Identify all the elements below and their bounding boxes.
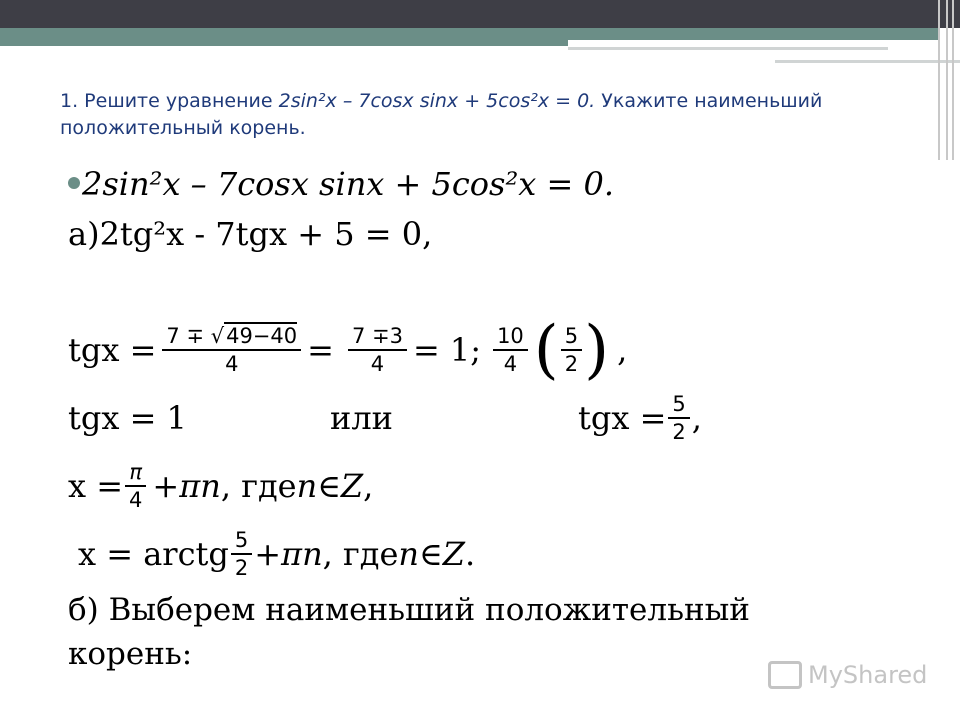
top-teal-bar xyxy=(0,28,940,40)
fraction-den: 4 xyxy=(129,488,143,512)
in-sign: ∈ xyxy=(317,467,341,505)
tg-roots-line xyxy=(68,314,627,386)
fraction-num: 5 xyxy=(234,528,249,552)
quadratic-line: а)2tg²x - 7tgx + 5 = 0, xyxy=(68,215,433,253)
period: . xyxy=(464,535,476,573)
n-var: n xyxy=(296,467,318,505)
fraction-simplified xyxy=(348,323,407,377)
top-teal-bar-lower xyxy=(0,40,568,46)
tg-five-halves xyxy=(578,384,702,452)
fraction-num: 7 ∓ xyxy=(166,324,211,348)
presentation-icon xyxy=(768,661,802,689)
fraction-five-halves xyxy=(231,527,252,581)
fraction-num: π xyxy=(129,460,143,484)
equals-sign: = xyxy=(307,331,334,369)
part-b-line1: б) Выберем наименьший положительный xyxy=(68,592,750,628)
decorative-line xyxy=(775,60,960,63)
fraction-ten-fourths xyxy=(493,323,528,377)
where-word: , где xyxy=(322,535,399,573)
problem-equation: 2sin²x – 7cosx sinx + 5cos²x = 0. xyxy=(278,90,596,112)
problem-suffix: Укажите наименьший положительный корень. xyxy=(60,90,823,139)
fraction-num: 10 xyxy=(497,324,524,348)
solution-x2 xyxy=(78,518,475,590)
comma: , xyxy=(691,399,702,437)
watermark-text: MyShared xyxy=(808,661,928,689)
or-word: или xyxy=(330,399,393,437)
edge-line xyxy=(938,0,940,160)
solution-x1 xyxy=(68,452,373,520)
tg-label: tgx = xyxy=(578,399,667,437)
equation-line: 2sin²x – 7cosx sinx + 5cos²x = 0. xyxy=(82,165,615,203)
pi-n: πn xyxy=(281,535,323,573)
fraction-pi-fourths xyxy=(125,459,146,513)
fraction-den: 4 xyxy=(225,352,239,376)
close-paren: ) xyxy=(584,313,610,387)
tg-one: tgx = 1 xyxy=(68,399,187,437)
open-paren: ( xyxy=(533,313,559,387)
fraction-den: 4 xyxy=(503,352,518,376)
n-var: n xyxy=(398,535,420,573)
tg-label: tgx = xyxy=(68,331,157,369)
z-set: Z xyxy=(340,467,364,505)
watermark-logo xyxy=(768,658,927,692)
problem-prefix: 1. Решите уравнение xyxy=(60,90,279,112)
plus: + xyxy=(254,535,282,573)
edge-line xyxy=(952,0,954,160)
edge-line xyxy=(946,0,948,160)
comma: , xyxy=(363,467,374,505)
fraction-five-halves xyxy=(561,323,582,377)
decorative-line xyxy=(568,47,888,50)
x-arctg: x = arctg xyxy=(78,535,229,573)
fraction-num: 5 xyxy=(672,392,686,416)
root-one: = 1; xyxy=(412,331,482,369)
part-b-line2: корень: xyxy=(68,636,193,672)
fraction-num: 7 ∓3 xyxy=(351,324,403,348)
fraction-num: 5 xyxy=(564,324,579,348)
fraction-den: 2 xyxy=(234,556,249,580)
where-word: , где xyxy=(220,467,297,505)
fraction-den: 2 xyxy=(564,352,579,376)
z-set: Z xyxy=(442,535,465,573)
top-dark-bar xyxy=(0,0,960,28)
fraction-roots: $\frac{7 \mp √49-40}{4}$ xyxy=(162,323,301,377)
bullet-icon xyxy=(68,177,80,189)
fraction-den: 4 xyxy=(370,352,385,376)
sqrt-radicand: 49−40 xyxy=(226,324,298,348)
pi-n: πn xyxy=(179,467,221,505)
problem-statement xyxy=(60,88,860,142)
fraction-den: 2 xyxy=(672,420,686,444)
comma: , xyxy=(617,331,628,369)
plus: + xyxy=(152,467,180,505)
x-lhs: x = xyxy=(68,467,124,505)
fraction-five-halves xyxy=(668,391,689,445)
in-sign: ∈ xyxy=(419,535,443,573)
